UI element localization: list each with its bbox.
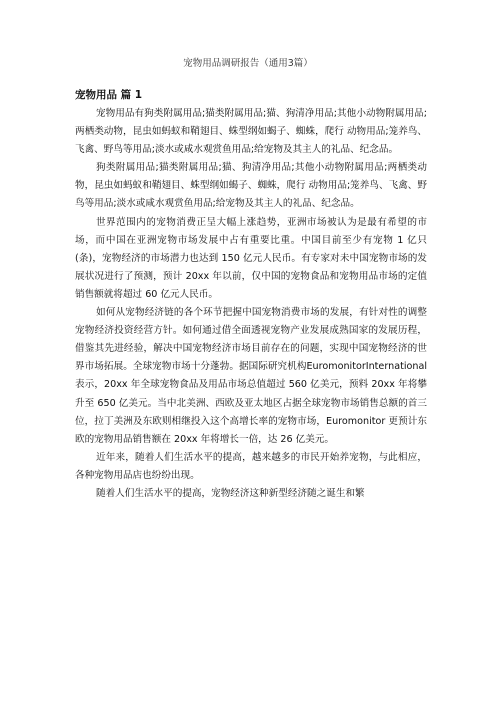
section-heading: 宠物用品 篇 1	[75, 89, 143, 101]
paragraph: 近年来，随着人们生活水平的提高，越来越多的市民开始养宠物，与此相应，各种宠物用品店也纷纷出现。	[75, 451, 427, 481]
paragraph: 世界范围内的宠物消费正呈大幅上涨趋势，亚洲市场被认为是最有希望的市场，而中国在亚洲宠物市场发展中占有重要比重。中国目前至少有宠物 1 亿只(条)，宠物经济的市场潜力也达到 150 亿元人民币。有专家对未中国宠物市场的发展状况进行了预测，预计 20xx 年以前，仅中国的宠物食品和宠物用品市场的定值销售额就将超过 60 亿元人民币。	[75, 216, 427, 300]
paragraph: 随着人们生活水平的提高，宠物经济这种新型经济随之诞生和繁	[96, 487, 365, 499]
paragraph: 狗类附属用品;猫类附属用品;猫、狗清净用品;其他小动物附属用品;两栖类动物，昆虫如蚂蚁和鞘翅目、蛛型纲如蝎子、蜘蛛，爬行 动物用品;笼养鸟、飞禽、野鸟等用品;淡水或咸水观赏鱼用品;给宠物及其主人的礼品、纪念品。	[75, 162, 427, 210]
document-title: 宠物用品调研报告（通用3篇）	[183, 58, 313, 69]
paragraph: 宠物用品有狗类附属用品;猫类附属用品;猫、狗清净用品;其他小动物附属用品;两栖类动物，昆虫如蚂蚁和鞘翅目、蛛型纲如蝎子、蜘蛛，爬行 动物用品;笼养鸟、飞禽、野鸟等用品;淡水或咸水观赏鱼用品;给宠物及其主人的礼品、纪念品。	[75, 108, 427, 156]
document-body	[75, 86, 427, 503]
paragraph: 如何从宠物经济链的各个环节把握中国宠物消费市场的发展，有针对性的调整宠物经济投资经营方针。如何通过借全面透视宠物产业发展成熟国家的发展历程，借鉴其先进经验，解决中国宠物经济市场目前存在的问题，实现中国宠物经济的世界市场拓展。全球宠物市场十分蓬勃。据国际研究机构EuromonitorInternational表示，20xx 年全球宠物食品及用品市场总值超过 560 亿美元，预料 20xx 年将攀升至 650 亿美元。当中北美洲、西欧及亚太地区占据全球宠物市场销售总额的首三位，拉丁美洲及东欧则相继投入这个高增长率的宠物市场，Euromonitor 更预计东欧的宠物用品销售额在 20xx 年将增长一倍，达 26 亿美元。	[75, 307, 427, 445]
